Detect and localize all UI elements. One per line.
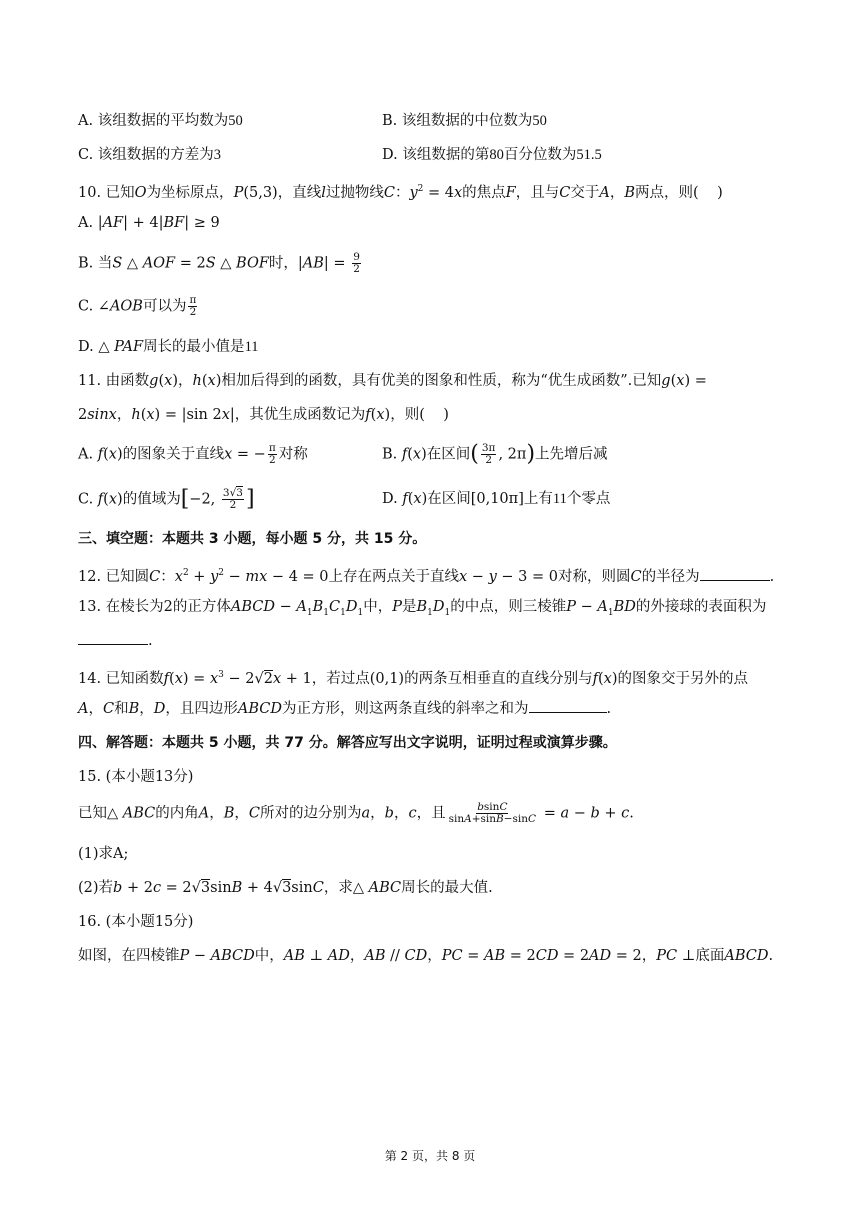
page-footer: 第 2 页，共 8 页 [384,1149,476,1163]
q14-stem-line2: A，C和B，D，且四边形ABCD为正方形，则这两条直线的斜率之和为 . [78,698,611,720]
q11-option-d: D. f(x)在区间[0,10π]上有11个零点 [382,491,611,507]
q16-header: 16. (本小题15分) [78,914,194,930]
q13-stem: 13. 在棱长为2的正方体ABCD − $A_1B_1C_1D_1$中，P是$B_1D_1$的中点，则三棱锥$P - A_1BD$的外接球的表面积为 [78,599,767,618]
q9-option-d: D. 该组数据的第80百分位数为51.5 [382,147,602,163]
section-4-heading: 四、解答题：本题共 5 小题，共 77 分。解答应写出文字说明，证明过程或演算步骤。 [78,735,617,751]
q14-answer-blank[interactable] [529,698,607,713]
q11-stem-line1: 11. 由函数g(x)，h(x)相加后得到的函数，具有优美的图象和性质，称为“优生成函数”.已知g(x) = [78,373,707,389]
q10-option-b: B. 当S △ AOF = 2S △ BOF时，|AB| = $\frac{9}{2}$ [78,251,360,275]
q15-part2: (2)若b + 2c = 2√3sinB + 4√3sinC，求△ ABC周长的最大值. [78,880,493,896]
section-3-heading: 三、填空题：本题共 3 小题，每小题 5 分，共 15 分。 [78,531,427,547]
q15-part1: (1)求A; [78,846,129,862]
q12-answer-blank[interactable] [700,566,770,581]
q14-stem-line1: 14. 已知函数$f(x) = x^3 - 2√2x + 1$，若过点(0,1)的两条互相垂直的直线分别与f(x)的图象交于另外的点 [78,670,748,687]
q10-stem: 10. 已知O为坐标原点，P(5,3)，直线l过抛物线C：$y^2 = 4x$的焦点F，且与C交于A，B两点，则( ) [78,184,723,201]
q10-option-a: A. |AF| + 4|BF| ≥ 9 [78,215,220,231]
q15-header: 15. (本小题13分) [78,769,194,785]
q9-option-b: B. 该组数据的中位数为50 [382,113,547,129]
q11-option-a: A. f(x)的图象关于直线x = − $\frac{\pi}{2}$ 对称 [78,442,308,466]
q10-option-c: C. ∠AOB可以为 $\frac{\pi}{2}$ [78,294,197,318]
q11-stem-line2: 2sinx，h(x) = |sin 2x|，其优生成函数记为f(x)，则( ) [78,407,449,423]
q9-option-c: C. 该组数据的方差为3 [78,147,222,163]
q11-option-c: C. f(x)的值域为[−2, $\frac{3√3}{2}$ ] [78,486,255,512]
q12-stem: 12. 已知圆C：$x^2 + y^2$ − mx − 4 = 0上存在两点关于直线x − y − 3 = 0对称，则圆C的半径为 . [78,562,774,588]
q15-stem: 已知△ ABC的内角A，B，C所对的边分别为a，b，c，且 $\frac{bsinC}{\sin A+\sin B-\sin C}$ = a − b + c. [78,801,634,825]
q16-stem: 如图，在四棱锥P − ABCD中，AB ⊥ AD，AB // CD，PC = AB = 2CD = 2AD = 2，PC ⊥底面ABCD. [78,948,774,964]
q11-option-b: B. f(x)在区间( $\frac{3\pi}{2}$ , 2π)上先增后减 [382,441,608,467]
q9-option-a: A. 该组数据的平均数为50 [78,113,243,129]
q13-answer-line: . [78,630,153,652]
q10-option-d: D. △ PAF周长的最小值是11 [78,339,259,355]
q13-answer-blank[interactable] [78,630,148,645]
